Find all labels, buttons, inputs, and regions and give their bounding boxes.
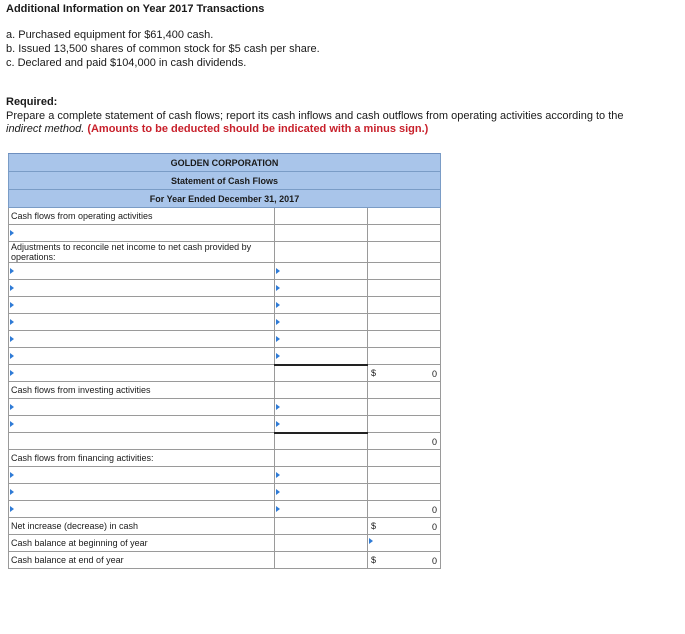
dropdown-arrow-icon xyxy=(276,472,280,478)
instructions-warning: (Amounts to be deducted should be indicated with a minus sign.) xyxy=(87,123,429,135)
header-row xyxy=(9,154,441,172)
dropdown-arrow-icon xyxy=(276,336,280,342)
financing-label-input[interactable] xyxy=(9,501,275,518)
company-name: GOLDEN CORPORATION xyxy=(9,154,441,172)
table-row xyxy=(9,225,441,242)
financing-amount-input[interactable] xyxy=(275,484,368,501)
table-row xyxy=(9,416,441,433)
instructions xyxy=(6,110,681,136)
net-income-amount-input[interactable] xyxy=(368,225,441,242)
investing-total xyxy=(368,433,441,450)
table-row xyxy=(9,242,441,263)
adjustment-label-input[interactable] xyxy=(9,297,275,314)
adjustment-label-input[interactable] xyxy=(9,280,275,297)
adjustment-amount-input[interactable] xyxy=(275,297,368,314)
adjustment-amount-input[interactable] xyxy=(275,314,368,331)
investing-total-value: 0 xyxy=(431,437,437,447)
header-row xyxy=(9,190,441,208)
dropdown-arrow-icon xyxy=(369,538,373,544)
table-row xyxy=(9,365,441,382)
table-row xyxy=(9,433,441,450)
investing-label-input[interactable] xyxy=(9,399,275,416)
dropdown-arrow-icon xyxy=(10,421,14,427)
statement-name: Statement of Cash Flows xyxy=(9,172,441,190)
dropdown-arrow-icon xyxy=(10,404,14,410)
transaction-c: c. Declared and paid $104,000 in cash dividends. xyxy=(6,57,247,69)
financing-section-label: Cash flows from financing activities: xyxy=(9,450,275,467)
beginning-balance-input[interactable] xyxy=(368,535,441,552)
table-row xyxy=(9,535,441,552)
table-row xyxy=(9,450,441,467)
net-change xyxy=(368,518,441,535)
dropdown-arrow-icon xyxy=(10,268,14,274)
table-row xyxy=(9,263,441,280)
financing-total-value: 0 xyxy=(431,505,437,515)
dropdown-arrow-icon xyxy=(276,506,280,512)
table-row xyxy=(9,314,441,331)
transaction-a: a. Purchased equipment for $61,400 cash. xyxy=(6,29,214,41)
adjustment-label-input[interactable] xyxy=(9,331,275,348)
ending-balance-label: Cash balance at end of year xyxy=(9,552,275,569)
table-row xyxy=(9,552,441,569)
dropdown-arrow-icon xyxy=(10,489,14,495)
beginning-balance-label: Cash balance at beginning of year xyxy=(9,535,275,552)
dropdown-arrow-icon xyxy=(10,319,14,325)
ending-balance-value: 0 xyxy=(431,556,437,566)
investing-label-input[interactable] xyxy=(9,416,275,433)
financing-amount-input[interactable] xyxy=(275,501,368,518)
dropdown-arrow-icon xyxy=(10,353,14,359)
investing-amount-input[interactable] xyxy=(275,399,368,416)
instructions-italic: indirect method. xyxy=(6,123,85,135)
table-row xyxy=(9,297,441,314)
dropdown-arrow-icon xyxy=(10,506,14,512)
adjustment-amount-input[interactable] xyxy=(275,348,368,365)
dropdown-arrow-icon xyxy=(276,404,280,410)
adjustment-label-input[interactable] xyxy=(9,348,275,365)
currency-symbol: $ xyxy=(371,368,377,378)
dropdown-arrow-icon xyxy=(276,268,280,274)
dropdown-arrow-icon xyxy=(276,285,280,291)
adjustment-amount-input[interactable] xyxy=(275,263,368,280)
dropdown-arrow-icon xyxy=(10,230,14,236)
instructions-line1: Prepare a complete statement of cash flows; report its cash inflows and cash outflows from operating activities according to the xyxy=(6,110,624,122)
adjustment-label-input[interactable] xyxy=(9,263,275,280)
required-label: Required: xyxy=(6,96,58,108)
page-title: Additional Information on Year 2017 Transactions xyxy=(6,3,265,15)
statement-period: For Year Ended December 31, 2017 xyxy=(9,190,441,208)
cash-flow-statement xyxy=(8,153,441,569)
operating-total-value: 0 xyxy=(431,369,437,379)
table-row xyxy=(9,280,441,297)
net-change-label: Net increase (decrease) in cash xyxy=(9,518,275,535)
dropdown-arrow-icon xyxy=(10,302,14,308)
net-change-value: 0 xyxy=(431,522,437,532)
dropdown-arrow-icon xyxy=(276,489,280,495)
adjustment-amount-input[interactable] xyxy=(275,331,368,348)
table-row xyxy=(9,484,441,501)
currency-symbol: $ xyxy=(371,555,377,565)
table-row xyxy=(9,208,441,225)
financing-amount-input[interactable] xyxy=(275,467,368,484)
transaction-b: b. Issued 13,500 shares of common stock for $5 cash per share. xyxy=(6,43,320,55)
investing-section-label: Cash flows from investing activities xyxy=(9,382,275,399)
dropdown-arrow-icon xyxy=(10,336,14,342)
table-row xyxy=(9,501,441,518)
ending-balance xyxy=(368,552,441,569)
operating-total-label-input[interactable] xyxy=(9,365,275,382)
dropdown-arrow-icon xyxy=(10,285,14,291)
dropdown-arrow-icon xyxy=(276,421,280,427)
table-row xyxy=(9,382,441,399)
net-income-label-input[interactable] xyxy=(9,225,275,242)
financing-total xyxy=(368,501,441,518)
adjustment-label-input[interactable] xyxy=(9,314,275,331)
dropdown-arrow-icon xyxy=(276,319,280,325)
dropdown-arrow-icon xyxy=(10,472,14,478)
table-row xyxy=(9,518,441,535)
dropdown-arrow-icon xyxy=(10,370,14,376)
table-row xyxy=(9,348,441,365)
table-row xyxy=(9,467,441,484)
currency-symbol: $ xyxy=(371,521,377,531)
operating-section-label: Cash flows from operating activities xyxy=(9,208,275,225)
financing-label-input[interactable] xyxy=(9,484,275,501)
financing-label-input[interactable] xyxy=(9,467,275,484)
table-row xyxy=(9,331,441,348)
header-row xyxy=(9,172,441,190)
table-row xyxy=(9,399,441,416)
adjustments-label: Adjustments to reconcile net income to net cash provided by operations: xyxy=(9,242,275,263)
dropdown-arrow-icon xyxy=(276,302,280,308)
dropdown-arrow-icon xyxy=(276,353,280,359)
operating-total xyxy=(368,365,441,382)
adjustment-amount-input[interactable] xyxy=(275,280,368,297)
investing-amount-input[interactable] xyxy=(275,416,368,433)
